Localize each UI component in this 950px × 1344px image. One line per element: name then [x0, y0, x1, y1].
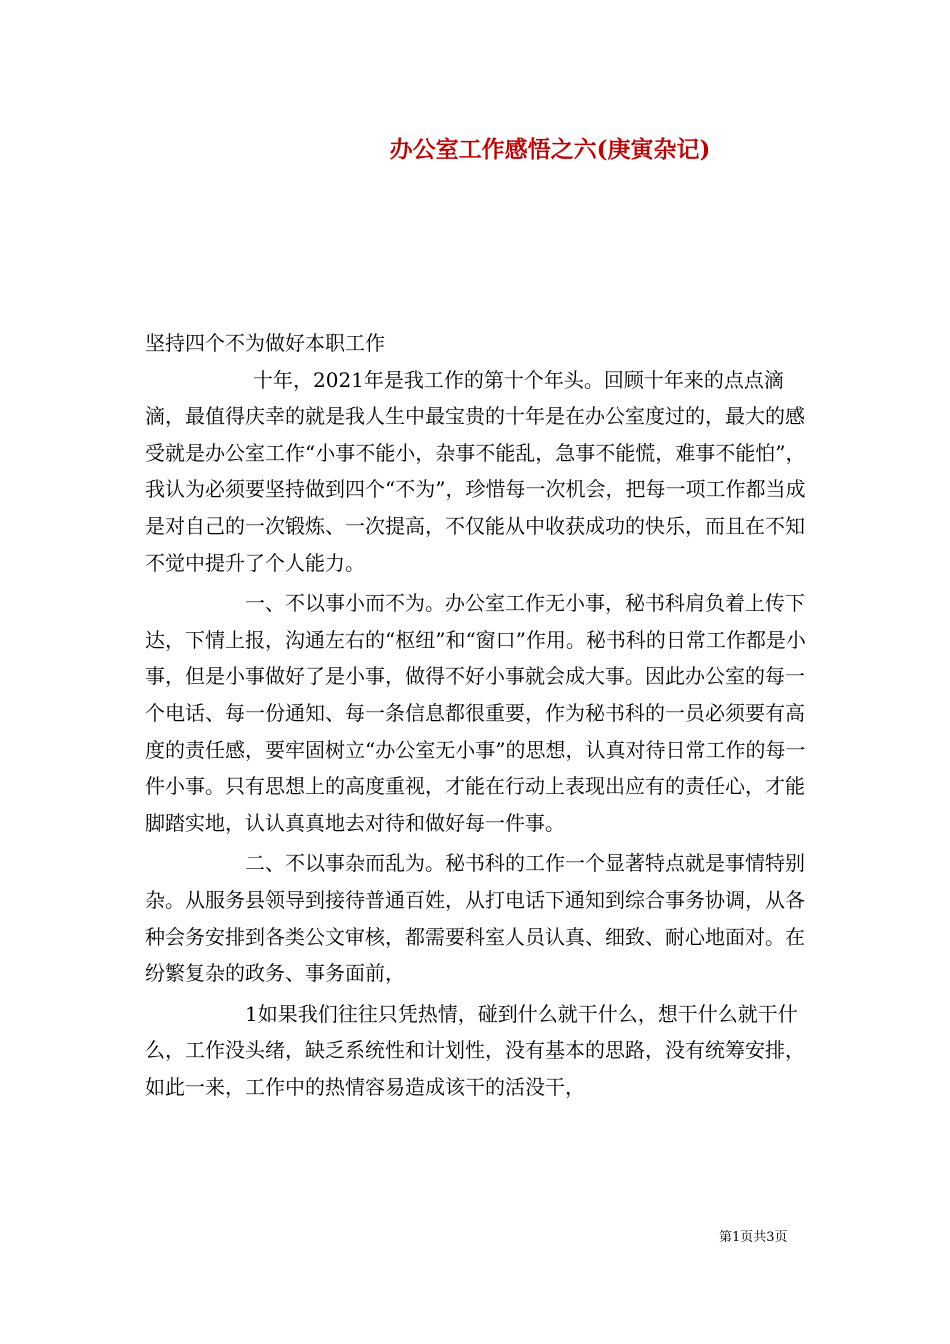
document-title: 办公室工作感悟之六(庚寅杂记) [389, 136, 711, 163]
paragraph-continuation: 1如果我们往往只凭热情，碰到什么就干什么，想干什么就干什么，工作没头绪，缺乏系统性和计划性，没有基本的思路，没有统筹安排，如此一来，工作中的热情容易造成该干的活没干， [145, 1001, 805, 1099]
document-subtitle: 坚持四个不为做好本职工作 [145, 331, 385, 355]
paragraph-point-two: 二、不以事杂而乱为。秘书科的工作一个显著特点就是事情特别杂。从服务县领导到接待普通百姓，从打电话下通知到综合事务协调，从各种会务安排到各类公文审核，都需要科室人员认真、细致、耐心地面对。在纷繁复杂的政务、事务面前， [145, 851, 805, 986]
document-body [145, 325, 815, 1105]
paragraph-intro: 十年，2021年是我工作的第十个年头。回顾十年来的点点滴滴，最值得庆幸的就是我人生中最宝贵的十年是在办公室度过的，最大的感受就是办公室工作“小事不能小，杂事不能乱，急事不能慌，难事不能怕”，我认为必须要坚持做到四个“不为”，珍惜每一次机会，把每一项工作都当成是对自己的一次锻炼、一次提高，不仅能从中收获成功的快乐，而且在不知不觉中提升了个人能力。 [145, 367, 806, 575]
page-number: 第1页共3页 [719, 1230, 788, 1245]
paragraph-point-one: 一、不以事小而不为。办公室工作无小事，秘书科肩负着上传下达，下情上报，沟通左右的“枢纽”和“窗口”作用。秘书科的日常工作都是小事，但是小事做好了是小事，做得不好小事就会成大事。因此办公室的每一个电话、每一份通知、每一条信息都很重要，作为秘书科的一员必须要有高度的责任感，要牢固树立“办公室无小事”的思想，认真对待日常工作的每一件小事。只有思想上的高度重视，才能在行动上表现出应有的责任心，才能脚踏实地，认认真真地去对待和做好每一件事。 [145, 591, 806, 835]
